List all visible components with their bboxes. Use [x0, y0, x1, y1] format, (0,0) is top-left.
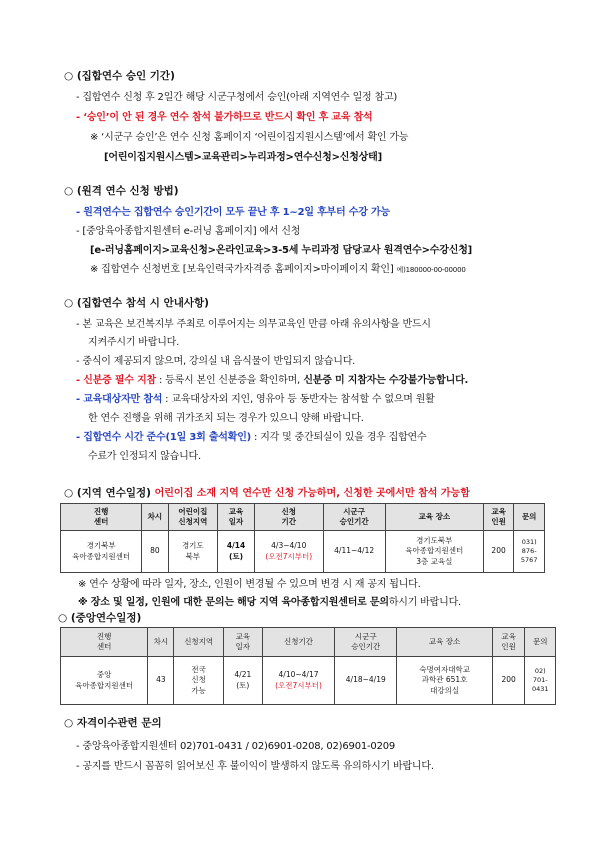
col-place: 교육 장소 — [385, 504, 483, 531]
remote-training-apply-line: - [중앙육아종합지원센터 e-러닝 홈페이지] 에서 신청 — [76, 226, 301, 237]
section-inquiry-heading: ○ 자격이수관련 문의 — [64, 717, 162, 729]
remote-training-availability: - 원격연수는 집합연수 승인기간이 모두 끝난 후 1~2일 후부터 수강 가능 — [76, 207, 390, 218]
attendance-time-line: - 집합연수 시간 준수(1일 3회 출석확인) : 지각 및 중간퇴실이 있을 경우 집합연수 — [76, 432, 427, 443]
application-number-note: ※ 집합연수 신청번호 [보육인력국가자격증 홈페이지>마이페이지 확인] 예)180000-00-00000 — [90, 264, 466, 275]
mandatory-training-line-cont: 지켜주시기 바랍니다. — [88, 337, 180, 348]
cell-center: 중앙 육아종합지원센터 — [61, 657, 148, 705]
col-region: 신청지역 — [174, 628, 223, 657]
col-session: 차시 — [148, 628, 174, 657]
col-center: 진행 센터 — [61, 504, 142, 531]
cell-session: 80 — [142, 531, 168, 573]
cell-date: 4/14 (토) — [218, 531, 255, 573]
regional-schedule-table — [60, 503, 545, 573]
col-approval: 시군구 승인기간 — [335, 628, 397, 657]
read-carefully-line: - 공지를 반드시 꼼꼼히 읽어보신 후 불이익이 발생하지 않도록 유의하시기 바랍니다. — [76, 761, 434, 772]
cell-session: 43 — [148, 657, 174, 705]
id-required-line: - 신분증 필수 지참 : 등록시 본인 신분증을 확인하며, 신분증 미 지참자는 수강불가능합니다. — [76, 375, 469, 386]
cell-count: 200 — [483, 531, 514, 573]
approval-check-note: ※ ‘시군구 승인’은 연수 신청 홈페이지 ‘어린이집지원시스템’에서 확인 가능 — [90, 132, 409, 143]
approval-warning-line: - ‘승인’이 안 된 경우 연수 참석 불가하므로 반드시 확인 후 교육 참석 — [76, 112, 373, 123]
section-central-schedule-heading: ○ (중앙연수일정) — [58, 612, 142, 624]
no-lunch-line: - 중식이 제공되지 않으며, 강의실 내 음식물이 반입되지 않습니다. — [76, 356, 356, 367]
elearning-menu-path: [e-러닝홈페이지>교육신청>온라인교육>3-5세 누리과정 담당교사 원격연수>수강신청] — [90, 245, 473, 256]
cell-approval: 4/11~4/12 — [323, 531, 385, 573]
col-session: 차시 — [142, 504, 168, 531]
col-approval: 시군구 승인기간 — [323, 504, 385, 531]
col-contact: 문의 — [525, 628, 556, 657]
approval-period-line: - 집합연수 신청 후 2일간 해당 시군구청에서 승인(아래 지역연수 일정 참고) — [76, 92, 398, 103]
table-row — [61, 531, 545, 573]
regional-inquiry-note: ※ 장소 및 일정, 인원에 대한 문의는 해당 지역 육아종합지원센터로 문의하시기 바랍니다. — [78, 597, 462, 608]
cell-place: 경기도북부 육아종합지원센터 3층 교육실 — [385, 531, 483, 573]
approval-menu-path: [어린이집지원시스템>교육관리>누리과정>연수신청>신청상태] — [104, 152, 382, 163]
col-count: 교육 인원 — [492, 628, 525, 657]
section-remote-training-heading: ○ (원격 연수 신청 방법) — [64, 185, 179, 197]
cell-region: 전국 신청 가능 — [174, 657, 223, 705]
cell-approval: 4/18~4/19 — [335, 657, 397, 705]
col-contact: 문의 — [514, 504, 545, 531]
schedule-change-note: ※ 연수 상황에 따라 일자, 장소, 인원이 변경될 수 있으며 변경 시 재 공지 됩니다. — [78, 579, 421, 590]
col-place: 교육 장소 — [397, 628, 493, 657]
cell-date: 4/21 (토) — [223, 657, 262, 705]
col-count: 교육 인원 — [483, 504, 514, 531]
col-date: 교육 일자 — [218, 504, 255, 531]
attendees-only-line-cont: 한 연수 진행을 위해 귀가조치 되는 경우가 있으니 양해 바랍니다. — [88, 413, 364, 424]
col-date: 교육 일자 — [223, 628, 262, 657]
col-period: 신청 기간 — [255, 504, 324, 531]
cell-region: 경기도 북부 — [168, 531, 218, 573]
table-header-row — [61, 504, 545, 531]
col-center: 진행 센터 — [61, 628, 148, 657]
section-attendance-guide-heading: ○ (집합연수 참석 시 안내사항) — [64, 297, 209, 309]
cell-period: 4/3~4/10 (오전7시부터) — [255, 531, 324, 573]
attendance-time-line-cont: 수료가 인정되지 않습니다. — [88, 451, 201, 462]
cell-period: 4/10~4/17 (오전7시부터) — [262, 657, 335, 705]
cell-contact: 02) 701- 0431 — [525, 657, 556, 705]
section-regional-schedule-heading: ○ (지역 연수일정) 어린이집 소재 지역 연수만 신청 가능하며, 신청한 곳에서만 참석 가능함 — [64, 487, 470, 499]
cell-place: 숙명여자대학교 과학관 651호 대강의실 — [397, 657, 493, 705]
col-region: 어린이집 신청지역 — [168, 504, 218, 531]
cell-contact: 031) 876- 5767 — [514, 531, 545, 573]
central-schedule-table — [60, 627, 556, 705]
inquiry-contact-line: - 중앙육아종합지원센터 02)701-0431 / 02)6901-0208, 02)6901-0209 — [76, 741, 396, 752]
mandatory-training-line: - 본 교육은 보건복지부 주최로 이루어지는 의무교육인 만큼 아래 유의사항을 반드시 — [76, 319, 431, 330]
section-approval-period-heading: ○ (집합연수 승인 기간) — [64, 70, 175, 82]
col-period: 신청기간 — [262, 628, 335, 657]
table-header-row — [61, 628, 556, 657]
cell-center: 경기북부 육아종합지원센터 — [61, 531, 142, 573]
attendees-only-line: - 교육대상자만 참석 : 교육대상자외 지인, 영유아 등 동반자는 참석할 수 없으며 원활 — [76, 394, 435, 405]
table-row — [61, 657, 556, 705]
cell-count: 200 — [492, 657, 525, 705]
